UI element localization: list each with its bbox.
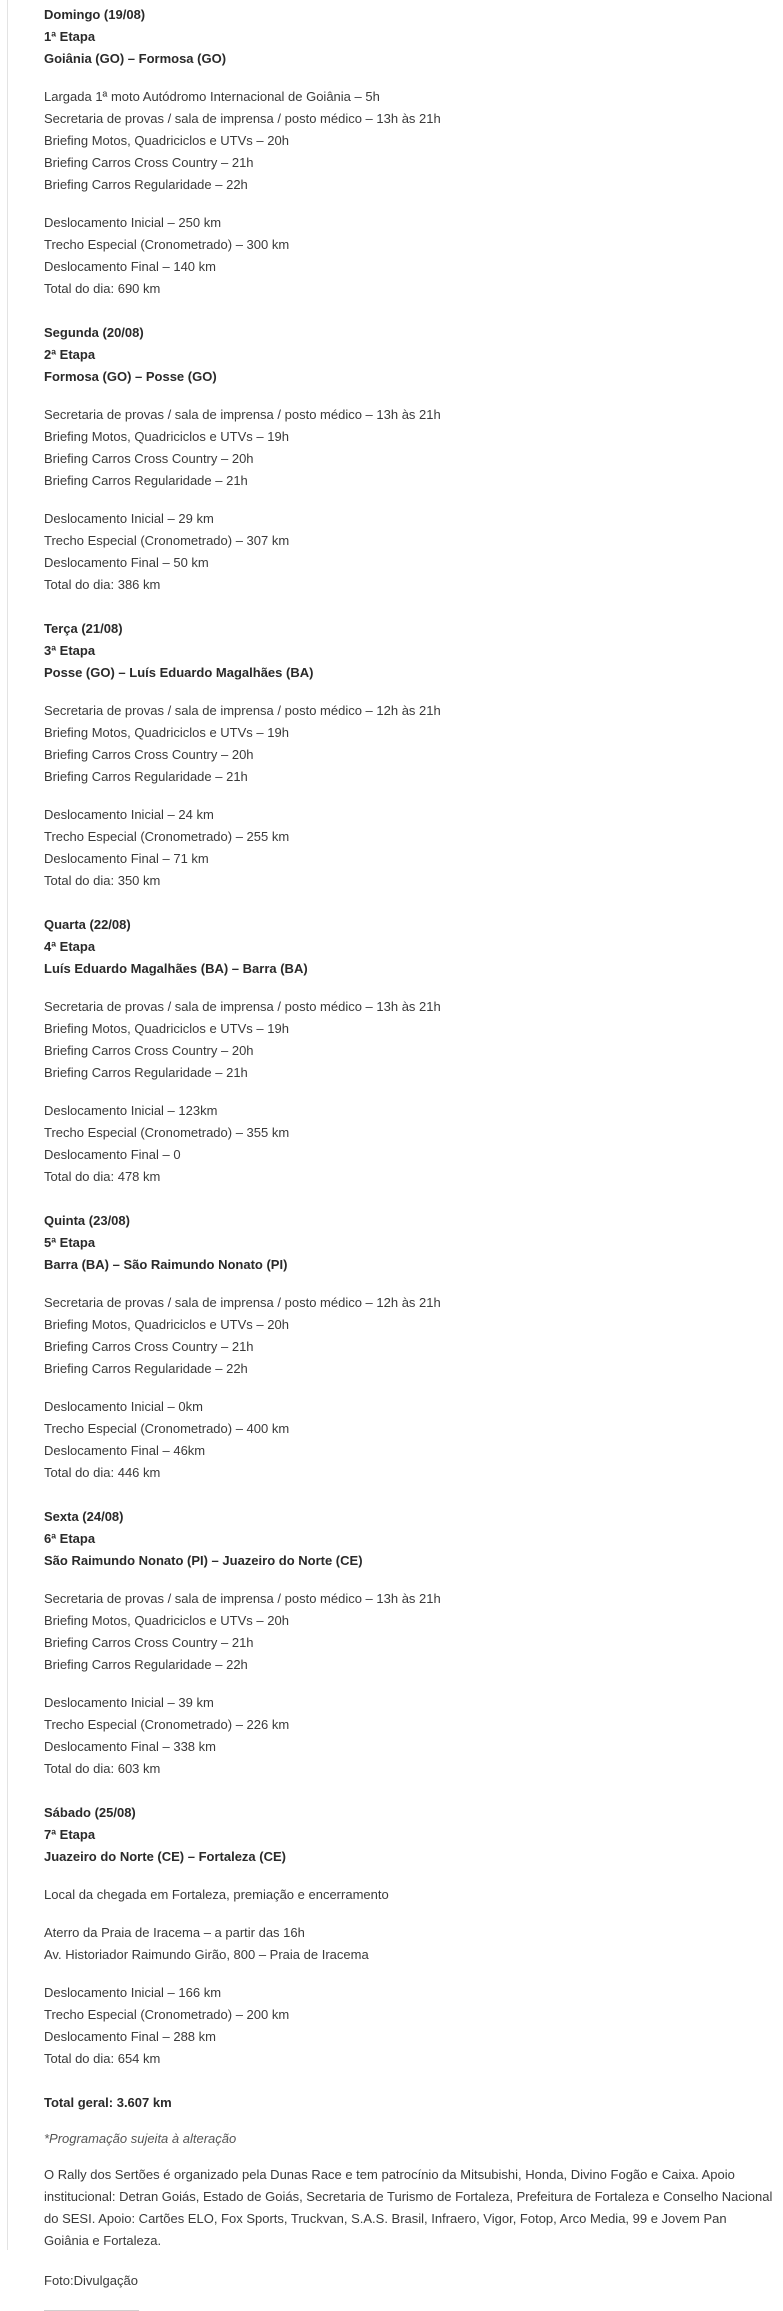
schedule-item: Briefing Motos, Quadriciclos e UTVs – 20h (44, 1317, 289, 1332)
distance-item: Deslocamento Final – 0 (44, 1147, 181, 1162)
distance-item: Trecho Especial (Cronometrado) – 200 km (44, 2007, 290, 2022)
day-distances (44, 804, 774, 892)
day-header (44, 1506, 774, 1572)
distance-item: Trecho Especial (Cronometrado) – 226 km (44, 1717, 290, 1732)
distance-item: Total do dia: 603 km (44, 1761, 161, 1776)
day-schedule (44, 404, 774, 492)
distance-item: Deslocamento Final – 50 km (44, 555, 209, 570)
total-distance: Total geral: 3.607 km (44, 2095, 172, 2110)
day-name: Terça (21/08) (44, 621, 123, 636)
distance-item: Deslocamento Final – 338 km (44, 1739, 216, 1754)
stage-route: São Raimundo Nonato (PI) – Juazeiro do Norte (CE) (44, 1553, 363, 1568)
distance-item: Trecho Especial (Cronometrado) – 400 km (44, 1421, 290, 1436)
schedule-item: Briefing Carros Regularidade – 21h (44, 769, 248, 784)
schedule-item: Briefing Motos, Quadriciclos e UTVs – 20h (44, 1613, 289, 1628)
schedule-item: Briefing Carros Regularidade – 22h (44, 177, 248, 192)
distance-item: Trecho Especial (Cronometrado) – 255 km (44, 829, 290, 844)
schedule-item: Secretaria de provas / sala de imprensa / posto médico – 13h às 21h (44, 111, 441, 126)
schedule-item: Secretaria de provas / sala de imprensa / posto médico – 12h às 21h (44, 703, 441, 718)
day-header (44, 618, 774, 684)
day-schedule (44, 1588, 774, 1676)
distance-item: Total do dia: 478 km (44, 1169, 161, 1184)
photo-credit: Foto:Divulgação (44, 2273, 138, 2288)
stage-label: 2ª Etapa (44, 347, 96, 362)
day-header (44, 4, 774, 70)
distance-item: Total do dia: 654 km (44, 2051, 161, 2066)
distance-item: Total do dia: 446 km (44, 1465, 161, 1480)
distance-item: Deslocamento Final – 46km (44, 1443, 206, 1458)
day-distances (44, 1692, 774, 1780)
schedule-item: Briefing Carros Regularidade – 21h (44, 473, 248, 488)
schedule-item: Briefing Carros Cross Country – 21h (44, 155, 254, 170)
schedule-item: Briefing Carros Regularidade – 22h (44, 1361, 248, 1376)
day-header (44, 322, 774, 388)
schedule-item: Briefing Carros Regularidade – 21h (44, 1065, 248, 1080)
day-section (44, 914, 774, 1188)
day-section (44, 618, 774, 892)
arrival-location-line-2: Av. Historiador Raimundo Girão, 800 – Praia de Iracema (44, 1947, 369, 1962)
day-distances (44, 1100, 774, 1188)
day-schedule (44, 86, 774, 196)
day-section (44, 1506, 774, 1780)
schedule-item: Secretaria de provas / sala de imprensa / posto médico – 12h às 21h (44, 1295, 441, 1310)
distance-item: Trecho Especial (Cronometrado) – 307 km (44, 533, 290, 548)
day-distances (44, 508, 774, 596)
distance-item: Total do dia: 386 km (44, 577, 161, 592)
distance-item: Deslocamento Inicial – 0km (44, 1399, 203, 1414)
day-section (44, 4, 774, 300)
schedule-item: Briefing Carros Cross Country – 20h (44, 451, 254, 466)
article-content (44, 4, 774, 2311)
final-day-stage: 7ª Etapa (44, 1827, 96, 1842)
schedule-item: Briefing Motos, Quadriciclos e UTVs – 19h (44, 1021, 289, 1036)
stage-route: Posse (GO) – Luís Eduardo Magalhães (BA) (44, 665, 314, 680)
stage-label: 5ª Etapa (44, 1235, 96, 1250)
day-section (44, 322, 774, 596)
distance-item: Total do dia: 690 km (44, 281, 161, 296)
day-schedule (44, 1292, 774, 1380)
schedule-item: Briefing Carros Cross Country – 20h (44, 1043, 254, 1058)
distance-item: Deslocamento Inicial – 250 km (44, 215, 222, 230)
day-distances (44, 1396, 774, 1484)
final-day-name: Sábado (25/08) (44, 1805, 136, 1820)
arrival-info (44, 1884, 774, 1906)
day-name: Quinta (23/08) (44, 1213, 130, 1228)
day-name: Domingo (19/08) (44, 7, 146, 22)
day-name: Quarta (22/08) (44, 917, 131, 932)
schedule-item: Briefing Carros Cross Country – 21h (44, 1339, 254, 1354)
schedule-item: Briefing Motos, Quadriciclos e UTVs – 20h (44, 133, 289, 148)
day-name: Segunda (20/08) (44, 325, 144, 340)
arrival-location (44, 1922, 774, 1966)
stage-label: 6ª Etapa (44, 1531, 96, 1546)
day-schedule (44, 996, 774, 1084)
schedule-item: Secretaria de provas / sala de imprensa / posto médico – 13h às 21h (44, 999, 441, 1014)
day-distances (44, 212, 774, 300)
stage-label: 1ª Etapa (44, 29, 96, 44)
distance-item: Trecho Especial (Cronometrado) – 355 km (44, 1125, 290, 1140)
stage-schedule-list (44, 4, 774, 1780)
arrival-location-line-1: Aterro da Praia de Iracema – a partir das 16h (44, 1925, 305, 1940)
final-day-header (44, 1802, 774, 1868)
day-header (44, 914, 774, 980)
schedule-item: Briefing Motos, Quadriciclos e UTVs – 19h (44, 429, 289, 444)
stage-label: 4ª Etapa (44, 939, 96, 954)
distance-item: Deslocamento Final – 288 km (44, 2029, 216, 2044)
distance-item: Deslocamento Final – 71 km (44, 851, 209, 866)
day-header (44, 1210, 774, 1276)
distance-item: Deslocamento Final – 140 km (44, 259, 216, 274)
day-section (44, 1210, 774, 1484)
day-name: Sexta (24/08) (44, 1509, 124, 1524)
stage-route: Barra (BA) – São Raimundo Nonato (PI) (44, 1257, 288, 1272)
final-day-section (44, 1802, 774, 2070)
final-day-route: Juazeiro do Norte (CE) – Fortaleza (CE) (44, 1849, 286, 1864)
distance-item: Deslocamento Inicial – 123km (44, 1103, 218, 1118)
schedule-item: Largada 1ª moto Autódromo Internacional de Goiânia – 5h (44, 89, 380, 104)
stage-label: 3ª Etapa (44, 643, 96, 658)
distance-item: Deslocamento Inicial – 39 km (44, 1695, 214, 1710)
schedule-item: Briefing Carros Cross Country – 21h (44, 1635, 254, 1650)
arrival-intro: Local da chegada em Fortaleza, premiação e encerramento (44, 1887, 389, 1902)
schedule-item: Briefing Carros Cross Country – 20h (44, 747, 254, 762)
schedule-item: Secretaria de provas / sala de imprensa / posto médico – 13h às 21h (44, 1591, 441, 1606)
final-day-distances (44, 1982, 774, 2070)
left-border-line (7, 0, 8, 2250)
distance-item: Deslocamento Inicial – 24 km (44, 807, 214, 822)
distance-item: Deslocamento Inicial – 166 km (44, 1985, 222, 2000)
distance-item: Deslocamento Inicial – 29 km (44, 511, 214, 526)
stage-route: Goiânia (GO) – Formosa (GO) (44, 51, 227, 66)
day-schedule (44, 700, 774, 788)
stage-route: Formosa (GO) – Posse (GO) (44, 369, 217, 384)
sponsors-paragraph: O Rally dos Sertões é organizado pela Dunas Race e tem patrocínio da Mitsubishi, Honda, Divino Fogão e Caixa. Apoio institucional: Detran Goiás, Estado de Goiás, Secretaria de Turismo de Fortaleza, Prefeitura de Fortaleza e Conselho Nacional do SESI. Apoio: Cartões ELO, Fox Sports, Truckvan, S.A.S. Brasil, Infraero, Vigor, Fotop, Arco Media, 99 e Jovem Pan Goiânia e Fortaleza. (44, 2167, 773, 2248)
schedule-item: Secretaria de provas / sala de imprensa / posto médico – 13h às 21h (44, 407, 441, 422)
distance-item: Total do dia: 350 km (44, 873, 161, 888)
schedule-item: Briefing Carros Regularidade – 22h (44, 1657, 248, 1672)
stage-route: Luís Eduardo Magalhães (BA) – Barra (BA) (44, 961, 308, 976)
distance-item: Trecho Especial (Cronometrado) – 300 km (44, 237, 290, 252)
schedule-disclaimer: *Programação sujeita à alteração (44, 2131, 237, 2146)
schedule-item: Briefing Motos, Quadriciclos e UTVs – 19h (44, 725, 289, 740)
